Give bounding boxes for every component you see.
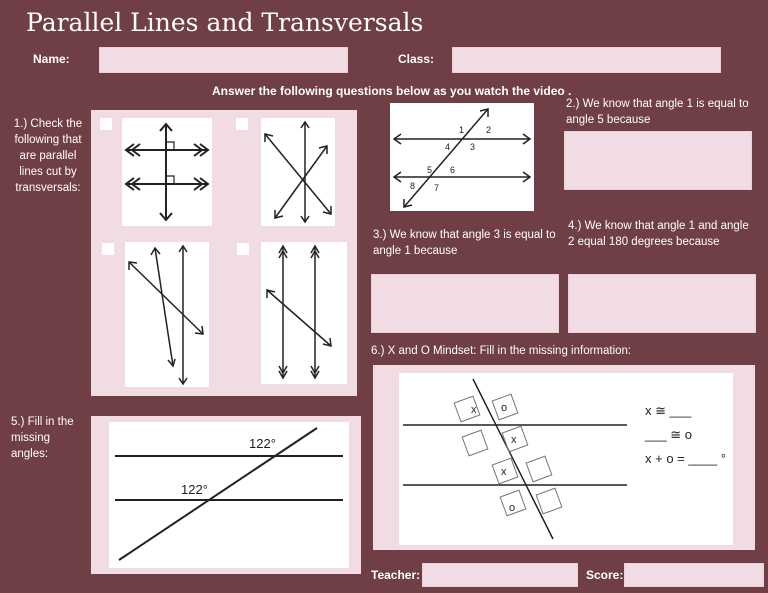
- mark-x-1: x: [471, 404, 477, 416]
- teacher-label: Teacher:: [371, 568, 421, 582]
- mindset-equation-1: x ≅ ___: [645, 403, 692, 418]
- score-label: Score:: [586, 568, 624, 582]
- question-4-answer[interactable]: [568, 274, 756, 333]
- question-5-panel: [91, 416, 361, 574]
- class-field[interactable]: [452, 47, 721, 73]
- question-2-text: 2.) We know that angle 1 is equal to angle 5 because: [566, 98, 749, 126]
- mindset-diagram: [399, 373, 733, 545]
- angles-diagram: [390, 103, 534, 211]
- option-2-checkbox[interactable]: [236, 118, 248, 130]
- option-3-checkbox[interactable]: [102, 243, 114, 255]
- angle-label-5: 5: [427, 165, 433, 175]
- option-4-checkbox[interactable]: [237, 243, 249, 255]
- question-6-text: 6.) X and O Mindset: Fill in the missing information:: [371, 345, 632, 357]
- given-angle-top: 122°: [249, 436, 276, 451]
- question-1-text: 1.) Check the following that are parallel lines cut by transversals:: [13, 118, 83, 194]
- question-1-panel: [91, 110, 357, 396]
- mark-o-1: o: [501, 402, 508, 414]
- teacher-field[interactable]: [422, 563, 578, 587]
- option-1-diagram: [122, 118, 212, 226]
- option-4-diagram: [261, 242, 347, 384]
- angle-label-7: 7: [434, 183, 440, 193]
- question-5-text: 5.) Fill in the missing angles:: [11, 416, 74, 460]
- instruction-text: Answer the following questions below as you watch the video .: [212, 84, 572, 98]
- name-label: Name:: [33, 52, 70, 66]
- score-field[interactable]: [624, 563, 764, 587]
- question-4-text: 4.) We know that angle 1 and angle 2 equal 180 degrees because: [568, 220, 749, 248]
- mindset-equation-2: ___ ≅ o: [645, 427, 693, 442]
- angle-label-6: 6: [450, 165, 456, 175]
- class-label: Class:: [398, 52, 435, 66]
- mindset-equation-3: x + o = ____ °: [645, 451, 727, 466]
- angle-label-1: 1: [459, 125, 465, 135]
- fill-angles-diagram: [109, 422, 349, 568]
- angle-label-4: 4: [445, 142, 451, 152]
- option-1-checkbox[interactable]: [100, 118, 112, 130]
- name-field[interactable]: [99, 47, 348, 73]
- mark-x-3: x: [501, 466, 507, 478]
- option-3-diagram: [125, 242, 209, 387]
- question-3-text: 3.) We know that angle 3 is equal to angle 1 because: [373, 229, 556, 257]
- given-angle-bottom: 122°: [181, 482, 208, 497]
- page-title: Parallel Lines and Transversals: [26, 8, 424, 37]
- mark-o-2: o: [509, 502, 516, 514]
- angle-label-8: 8: [410, 181, 416, 191]
- question-3-answer[interactable]: [371, 274, 559, 333]
- angle-label-3: 3: [470, 142, 476, 152]
- question-2-answer[interactable]: [564, 131, 752, 190]
- question-6-panel: [373, 365, 755, 550]
- option-2-diagram: [261, 118, 335, 226]
- mark-x-2: x: [511, 434, 517, 446]
- angle-label-2: 2: [486, 125, 492, 135]
